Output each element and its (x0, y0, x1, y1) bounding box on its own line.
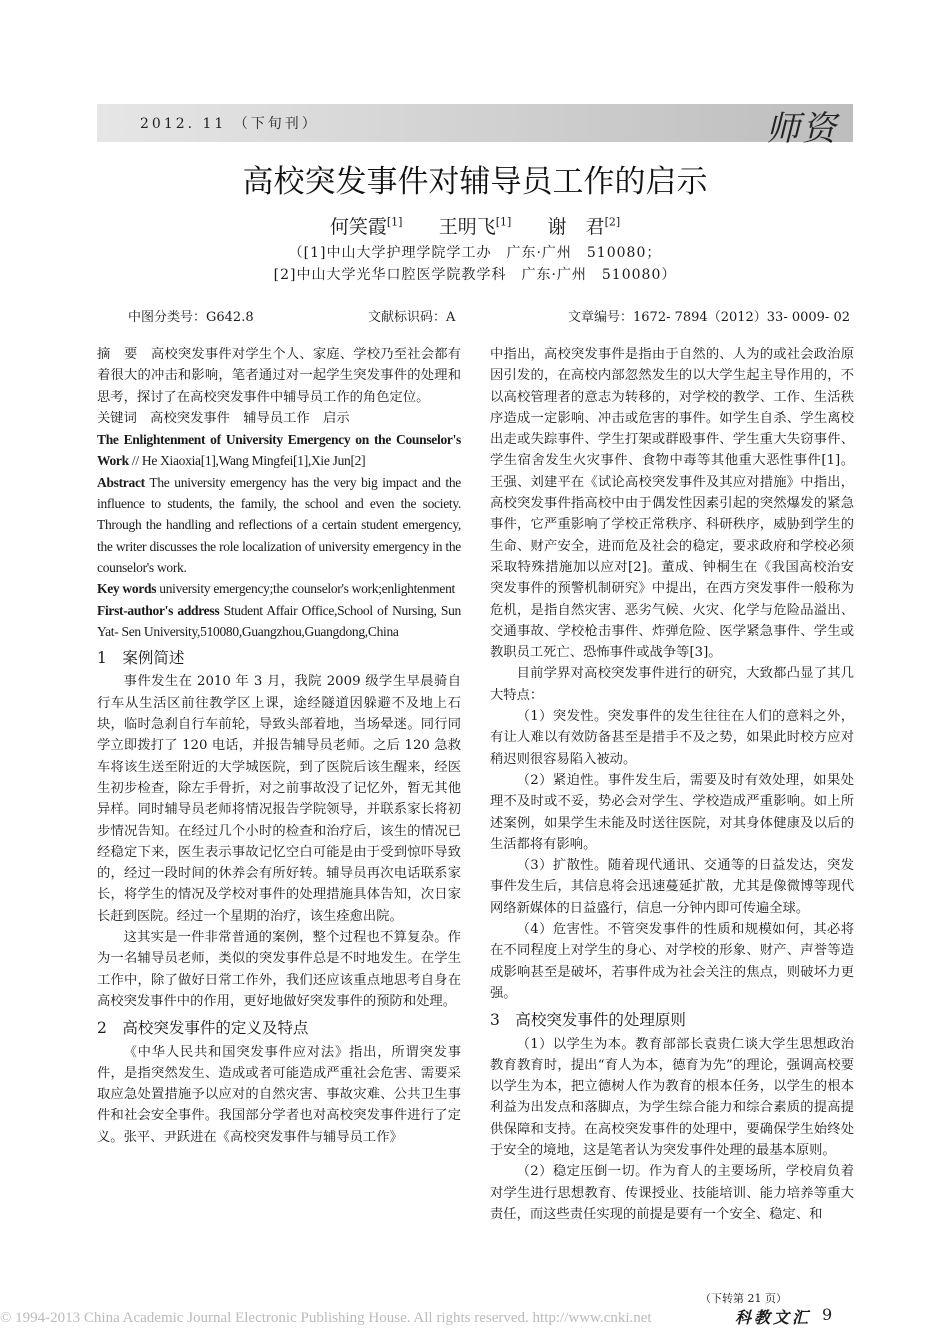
affiliation-line: （[1]中山大学护理学院学工办 广东·广州 510080； (288, 245, 662, 261)
body-paragraph: （2）稳定压倒一切。作为育人的主要场所，学校肩负着对学生进行思想教育、传课授业、技能培训、能力培养等重大责任，而这些责任实现的前提是要有一个安全、稳定、和 (490, 1164, 854, 1222)
keywords-en (97, 578, 461, 599)
address-text: Student Affair Office,School of Nursing, Sun Yat- Sen University,510080,Guangzhou,Guangdong,China (97, 602, 461, 639)
author-mark: [1] (386, 215, 403, 229)
author-address (97, 600, 461, 643)
body-paragraph: （1）突发性。突发事件的发生往往在人们的意料之外，有让人难以有效防备甚至是措手不及之势，如果此时校方应对稍迟则很容易陷入被动。 (490, 709, 854, 767)
section-heading: 1 案例简述 (97, 649, 185, 668)
abstract-cn: 摘 要 高校突发事件对学生个人、家庭、学校乃至社会都有着很大的冲击和影响，笔者通过对一起学生突发事件的处理和思考，探讨了在高校突发事件中辅导员工作的角色定位。 (97, 347, 461, 405)
author-list (0, 212, 950, 239)
body-paragraph: 目前学界对高校突发事件进行的研究，大致都凸显了其几大特点： (490, 666, 854, 703)
copyright-footer: © 1994-2013 China Academic Journal Electronic Publishing House. All rights reserved. http://www.cnki.net (0, 1310, 652, 1326)
continued-note: （下转第 21 页） (700, 1292, 787, 1305)
column-brand: 师资 (766, 109, 838, 149)
english-authors: // He Xiaoxia[1],Wang Mingfei[1],Xie Jun[2] (128, 453, 366, 469)
author-name: 谢 君 (547, 216, 605, 238)
english-title-text: The Enlightenment of University Emergency on the Counselor's Work (97, 432, 461, 469)
author-name: 何笑霞 (329, 216, 387, 238)
author-mark: [1] (495, 215, 512, 229)
issue-date: 2012. 11 （下旬刊） (140, 116, 319, 132)
article-title: 高校突发事件对辅导员工作的启示 (242, 164, 708, 200)
body-paragraph: （2）紧迫性。事件发生后，需要及时有效处理，如果处理不及时或不妥，势必会对学生、学校造成严重影响。如上所述案例，如果学生未能及时送往医院，对其身体健康及以后的生活都将有影响。 (490, 772, 854, 852)
keywords-label: Key words (97, 581, 157, 597)
body-paragraph: 《中华人民共和国突发事件应对法》指出，所谓突发事件，是指突然发生、造成或者可能造成严重社会危害、需要采取应急处置措施予以应对的自然灾害、事故灾难、公共卫生事件和社会安全事件。我国部分学者也对高校突发事件进行了定义。张平、尹跃进在《高校突发事件与辅导员工作》 (97, 1044, 461, 1145)
abstract-en (97, 472, 461, 578)
abstract-label: Abstract (97, 474, 145, 490)
section-heading: 3 高校突发事件的处理原则 (490, 1011, 686, 1030)
section-heading: 2 高校突发事件的定义及特点 (97, 1019, 309, 1038)
body-paragraph: 事件发生在 2010 年 3 月，我院 2009 级学生早晨骑自行车从生活区前往教学区上课，途经隧道因躲避不及地上石块，临时急刹自行车前轮，导致头部着地，当场晕迷。同行同学立即拨打了 120 电话，并报告辅导员老师。之后 120 急救车将该生送至附近的大学城医院，到了医院后该生醒来，经医生初步检查，除左手骨折，对之前事故没了记忆外，暂无其他异样。同时辅导员老师将情况报告学院领导，并联系家长将初步情况告知。在经过几个小时的检查和治疗后，该生的情况已经稳定下来，医生表示事故记忆空白可能是由于受到惊吓导致的，经过一段时间的休养会有所好转。辅导员再次电话联系家长，将学生的情况及学校对事件的处理措施具体告知，次日家长赶到医院。经过一个星期的治疗，该生痊愈出院。 (97, 674, 461, 924)
english-title (97, 429, 461, 472)
body-paragraph: （4）危害性。不管突发事件的性质和规模如何，其必将在不同程度上对学生的身心、对学校的形象、财产、声誉等造成影响甚至是破坏，若事件成为社会关注的焦点，则破坏力更强。 (490, 922, 854, 1001)
affiliation-line: [2]中山大学光华口腔医学院教学科 广东·广州 510080） (273, 267, 677, 283)
body-paragraph: （1）以学生为本。教育部部长袁贵仁谈大学生思想政治教育教育时，提出“育人为本，德育为先”的理论，强调高校要以学生为本，把立德树人作为教育的根本任务，以学生的根本利益为出发点和落脚点，为学生综合能力和综合素质的提高提供保障和支持。在高校突发事件的处理中，要确保学生始终处于安全的境地，这是笔者认为突发事件处理的最基本原则。 (490, 1036, 854, 1158)
page-number: 9 (822, 1305, 833, 1324)
keywords-en-text: university emergency;the counselor's work;enlightenment (156, 581, 455, 597)
abstract-en-text: The university emergency has the very big impact and the influence to students, the family, the school and even the society. Through the handling and reflections of a certain student emergency, the writer discusses the role localization of university emergency in the counselor's work. (97, 474, 461, 575)
article-number: 文章编号：1672- 7894（2012）33- 0009- 02 (568, 310, 850, 325)
right-column (490, 344, 854, 1225)
body-paragraph: 这其实是一件非常普通的案例，整个过程也不算复杂。作为一名辅导员老师，类似的突发事件总是不时地发生。在学生工作中，除了做好日常工作外，我们还应该重点地思考自身在高校突发事件中的作用，更好地做好突发事件的预防和处理。 (97, 930, 461, 1009)
left-column (97, 344, 461, 1148)
journal-name: 科教文汇 (735, 1308, 812, 1327)
body-paragraph: （3）扩散性。随着现代通讯、交通等的日益发达，突发事件发生后，其信息将会迅速蔓延扩散，尤其是像微博等现代网络新媒体的日益盛行，信息一分钟内即可传遍全球。 (490, 858, 854, 916)
address-label: First-author's address (97, 602, 220, 618)
document-code: 文献标识码：A (368, 310, 456, 325)
author-name: 王明飞 (438, 216, 496, 238)
classification-number: 中图分类号：G642.8 (128, 310, 254, 325)
body-paragraph: 中指出，高校突发事件是指由于自然的、人为的或社会政治原因引发的，在高校内部忽然发生的以大学生起主导作用的，不以高校管理者的意志为转移的，对学校的教学、工作、生活秩序造成一定影响、冲击或危害的事件。如学生自杀、学生离校出走或失踪事件、学生打架或群殴事件、学生重大失窃事件、学生宿舍发生火灾事件、食物中毒等其他重大恶性事件[1]。王强、刘建平在《试论高校突发事件及其应对措施》中指出，高校突发事件指高校中由于偶发性因素引起的突然爆发的紧急事件，它严重影响了学校正常秩序、科研秩序，威胁到学生的生命、财产安全，进而危及社会的稳定，要求政府和学校必须采取特殊措施加以应对[2]。董成、钟桐生在《我国高校治安突发事件的预警机制研究》中提出，在西方突发事件一般称为危机，是指自然灾害、恶劣气候、火灾、化学与危险品溢出、交通事故、学校枪击事件、炸弹危险、医学紧急事件、学生或教职员工死亡、恐怖事件或战争等[3]。 (490, 347, 854, 661)
author-mark: [2] (604, 215, 621, 229)
keywords-cn: 关键词 高校突发事件 辅导员工作 启示 (97, 410, 350, 426)
